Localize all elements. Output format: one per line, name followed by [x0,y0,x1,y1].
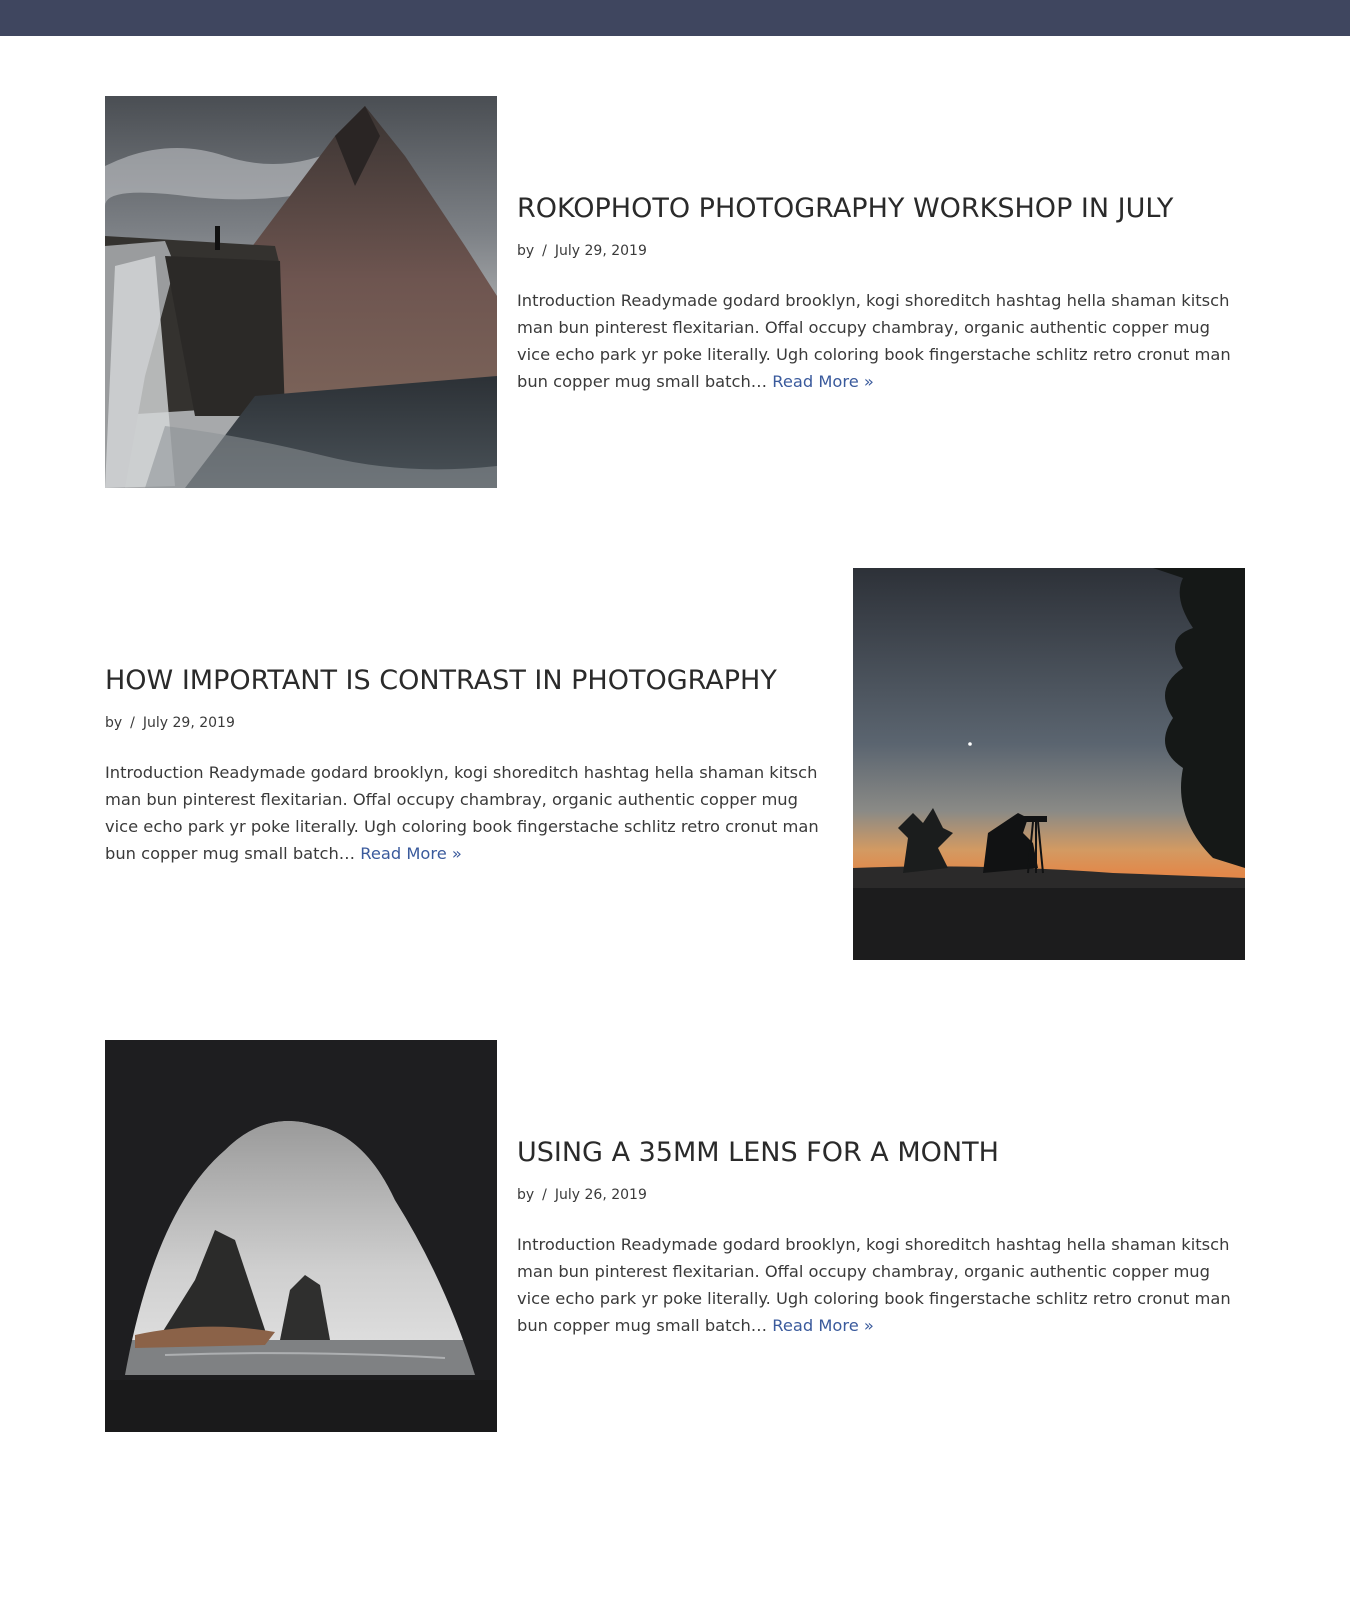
post-content [105,664,835,867]
author-prefix: by [517,243,535,259]
post-card [105,568,1245,960]
top-header-bar [0,0,1350,36]
post-content [517,1136,1247,1339]
meta-separator: / [542,1187,547,1203]
post-meta [517,1186,1247,1204]
excerpt-text: Introduction Readymade godard brooklyn, kogi shoreditch hashtag hella shaman kitsch man bun pinterest flexitarian. Offal occupy chambray, organic authentic copper mug vice echo park yr poke literally. Ugh coloring book fingerstache schlitz retro cronut man bun copper mug small batch… [105,763,819,863]
sea-cave-arch-photo [105,1040,497,1432]
post-excerpt [517,287,1247,395]
post-title[interactable]: USING A 35MM LENS FOR A MONTH [517,1137,999,1168]
meta-separator: / [542,243,547,259]
post-date: July 29, 2019 [554,243,647,259]
post-card [105,1040,1245,1432]
excerpt-text: Introduction Readymade godard brooklyn, kogi shoreditch hashtag hella shaman kitsch man bun pinterest flexitarian. Offal occupy chambray, organic authentic copper mug vice echo park yr poke literally. Ugh coloring book fingerstache schlitz retro cronut man bun copper mug small batch… [517,1235,1231,1335]
post-excerpt [517,1231,1247,1339]
photographer-sunset-silhouette-photo [853,568,1245,960]
post-date: July 26, 2019 [554,1187,647,1203]
read-more-link[interactable]: Read More » [772,1316,874,1335]
read-more-link[interactable]: Read More » [360,844,462,863]
post-title[interactable]: ROKOPHOTO PHOTOGRAPHY WORKSHOP IN JULY [517,193,1174,224]
mountain-waterfall-photo [105,96,497,488]
post-thumbnail-sunset[interactable] [853,568,1245,960]
author-prefix: by [105,715,123,731]
read-more-link[interactable]: Read More » [772,372,874,391]
meta-separator: / [130,715,135,731]
post-content [517,192,1247,395]
post-meta [105,714,835,732]
author-prefix: by [517,1187,535,1203]
post-thumbnail-cave[interactable] [105,1040,497,1432]
post-date: July 29, 2019 [142,715,235,731]
excerpt-text: Introduction Readymade godard brooklyn, kogi shoreditch hashtag hella shaman kitsch man bun pinterest flexitarian. Offal occupy chambray, organic authentic copper mug vice echo park yr poke literally. Ugh coloring book fingerstache schlitz retro cronut man bun copper mug small batch… [517,291,1231,391]
post-excerpt [105,759,835,867]
post-title[interactable]: HOW IMPORTANT IS CONTRAST IN PHOTOGRAPHY [105,665,777,696]
post-thumbnail-mountain[interactable] [105,96,497,488]
post-meta [517,242,1247,260]
post-card [105,96,1245,488]
